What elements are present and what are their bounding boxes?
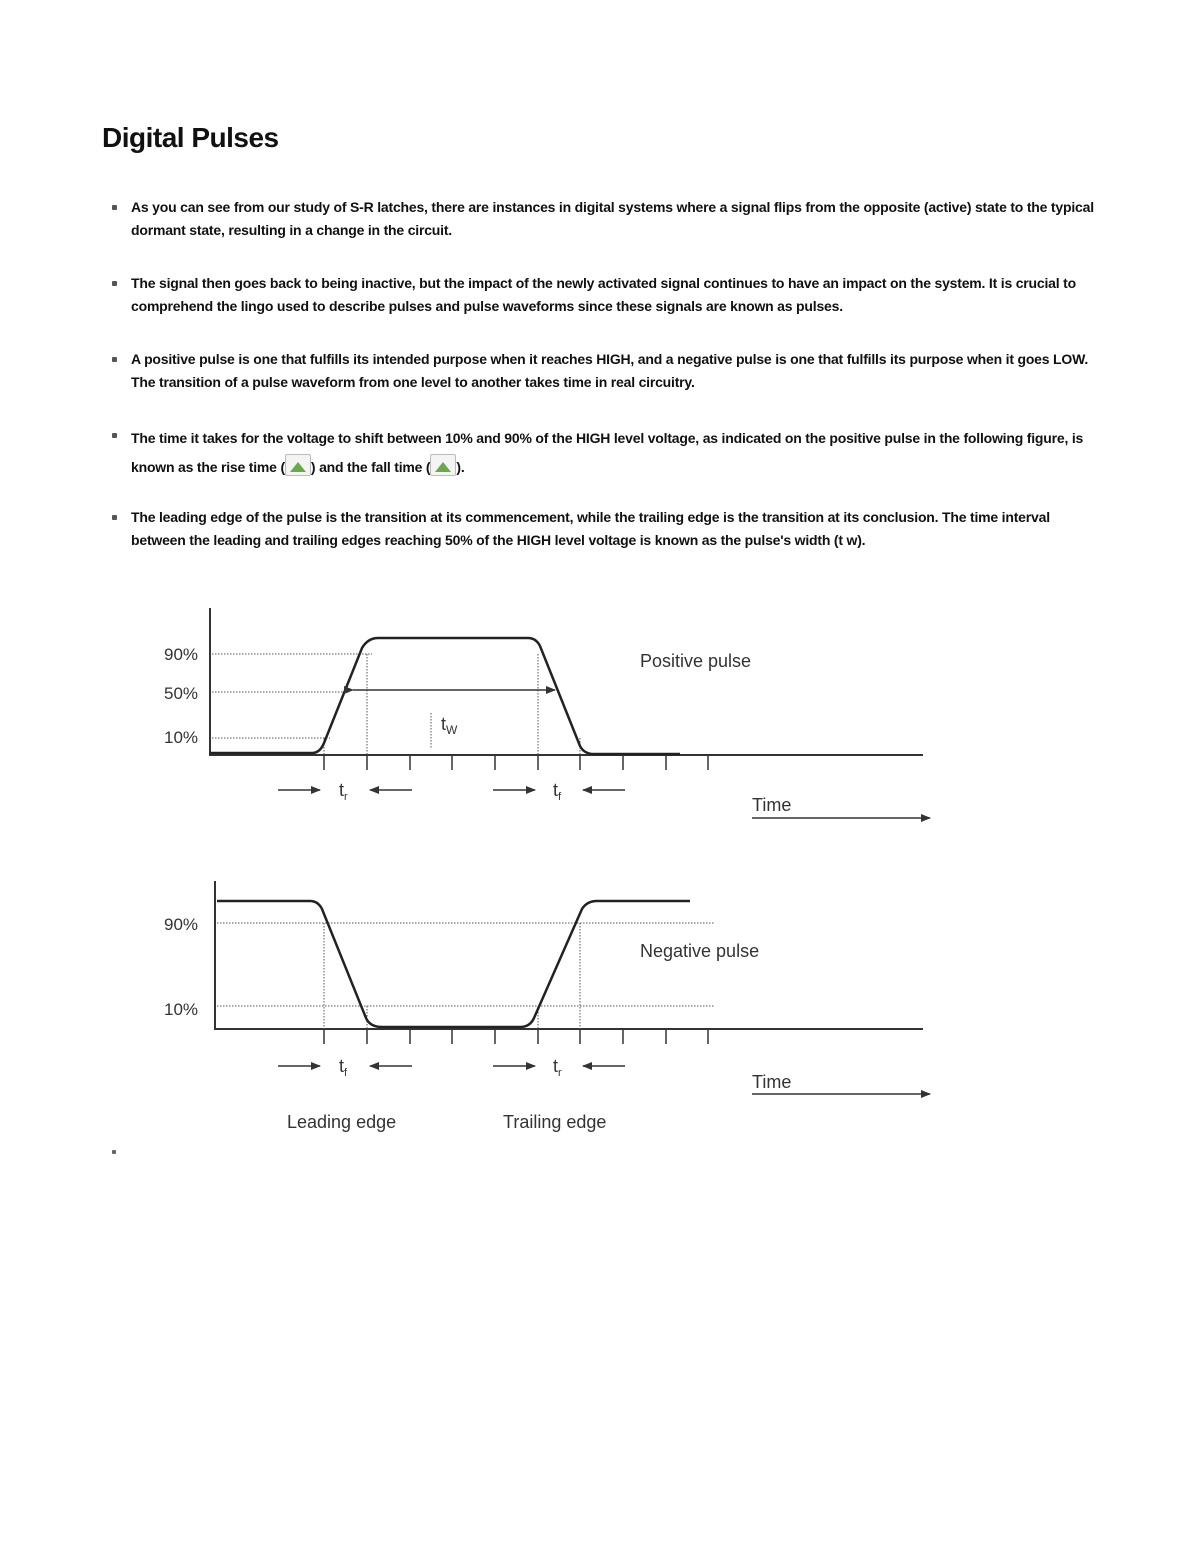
negative-pulse-diagram: [164, 881, 930, 1132]
time-ticks: [324, 1029, 708, 1044]
tw-label: $t_W$: [441, 714, 458, 737]
list-item-text: ).: [456, 459, 465, 475]
level-label-10: 10%: [164, 1000, 199, 1019]
empty-bullet-marker: [112, 1150, 116, 1154]
page-title: Digital Pulses: [102, 122, 279, 153]
bullet-marker: [112, 205, 117, 210]
pulse-waveform-figure: [150, 598, 950, 1148]
time-ticks: [324, 755, 708, 770]
list-item-text: The signal then goes back to being inactive, but the impact of the newly activated signal continues to have an impact on the system. It is crucial to comprehend the lingo used to describe pulses and pulse waveforms since these signals are known as pulses.: [131, 275, 1076, 314]
bullet-marker: [112, 281, 117, 286]
positive-pulse-label: Positive pulse: [640, 651, 752, 671]
trailing-edge-label: Trailing edge: [503, 1112, 607, 1132]
level-label-50: 50%: [164, 684, 199, 703]
level-label-10: 10%: [164, 728, 199, 747]
tf-label: $t_f$: [339, 1056, 348, 1079]
bullet-list: [102, 196, 1102, 582]
negative-pulse-waveform: [217, 901, 690, 1027]
list-item: [102, 272, 1102, 317]
tf-label: $t_f$: [553, 780, 562, 803]
leading-edge-label: Leading edge: [287, 1112, 397, 1132]
list-item: [102, 424, 1102, 482]
list-item-text: The leading edge of the pulse is the transition at its commencement, while the trailing edge is the transition at its conclusion. The time interval between the leading and trailing edges reaching 50% of the HIGH level voltage is known as the pulse's width (t w).: [131, 509, 1050, 548]
pulse-diagram: [150, 598, 950, 1143]
list-item-text: As you can see from our study of S-R latches, there are instances in digital systems where a signal flips from the opposite (active) state to the typical dormant state, resulting in a change in the circuit.: [131, 199, 1094, 238]
tr-label: $t_r$: [553, 1056, 562, 1079]
broken-image-icon: [285, 454, 311, 476]
list-item-text: ) and the fall time (: [310, 459, 431, 475]
list-item: [102, 506, 1102, 551]
list-item-text: A positive pulse is one that fulfills its intended purpose when it reaches HIGH, and a negative pulse is one that fulfills its purpose when it goes LOW. The transition of a pulse waveform from one level to another takes time in real circuitry.: [131, 351, 1089, 390]
tr-label: $t_r$: [339, 780, 348, 803]
negative-pulse-label: Negative pulse: [640, 941, 760, 961]
bullet-marker: [112, 433, 117, 438]
time-label: Time: [752, 1072, 792, 1092]
time-label: Time: [752, 795, 792, 815]
list-item-text: The time it takes for the voltage to shift between 10% and 90% of the HIGH level voltage, as indicated on the positive pulse in the following figure, is known as the rise time (: [131, 430, 1084, 475]
positive-pulse-diagram: [164, 608, 930, 818]
list-item: [102, 196, 1102, 241]
bullet-marker: [112, 515, 117, 520]
broken-image-icon: [430, 454, 456, 476]
level-label-90: 90%: [164, 915, 199, 934]
level-label-90: 90%: [164, 645, 199, 664]
bullet-marker: [112, 357, 117, 362]
positive-pulse-waveform: [210, 638, 680, 754]
list-item: [102, 348, 1102, 393]
